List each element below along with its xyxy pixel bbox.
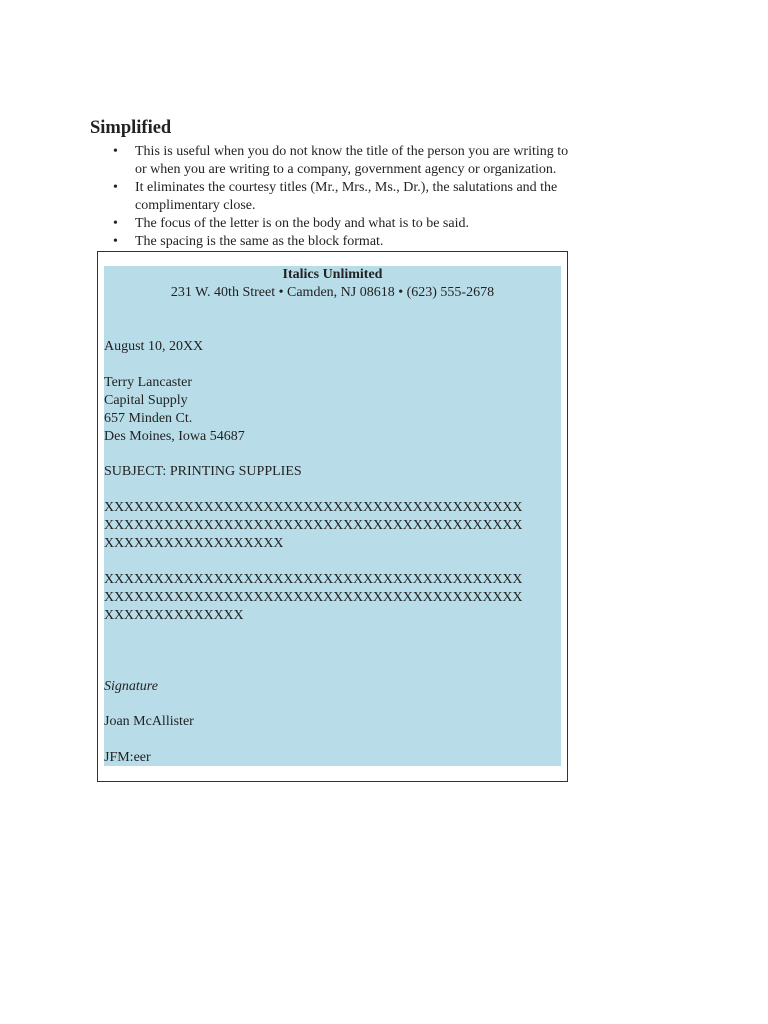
letter-date: August 10, 20XX (104, 339, 204, 354)
bullet-text: or when you are writing to a company, government agency or organization. (135, 162, 557, 177)
signature: Signature (104, 679, 158, 694)
bullet-text: This is useful when you do not know the title of the person you are writing to (135, 144, 569, 159)
recipient-street: 657 Minden Ct. (104, 411, 193, 426)
letterhead-company: Italics Unlimited (282, 267, 383, 282)
bullet-item (110, 143, 610, 179)
body-paragraph-2-line: XXXXXXXXXXXXXXXXXXXXXXXXXXXXXXXXXXXXXXXXXX (104, 590, 523, 605)
letter-subject: SUBJECT: PRINTING SUPPLIES (104, 464, 302, 479)
body-paragraph-1-line: XXXXXXXXXXXXXXXXXX (104, 536, 284, 551)
bullet-text: The spacing is the same as the block format. (135, 234, 384, 249)
body-paragraph-2-line: XXXXXXXXXXXXXX (104, 608, 244, 623)
sample-letter-frame (97, 251, 568, 782)
letterhead-address: 231 W. 40th Street • Camden, NJ 08618 • (623) 555-2678 (170, 285, 495, 300)
bullet-item (110, 179, 610, 215)
body-paragraph-1-line: XXXXXXXXXXXXXXXXXXXXXXXXXXXXXXXXXXXXXXXXXX (104, 500, 523, 515)
bullet-list (110, 143, 610, 251)
reference-initials: JFM:eer (104, 750, 151, 765)
section-title: Simplified (90, 118, 172, 138)
body-paragraph-1-line: XXXXXXXXXXXXXXXXXXXXXXXXXXXXXXXXXXXXXXXXXX (104, 518, 523, 533)
sample-letter (104, 266, 561, 766)
bullet-item (110, 215, 610, 233)
recipient-name: Terry Lancaster (104, 375, 193, 390)
bullet-item (110, 233, 610, 251)
bullet-text: complimentary close. (135, 198, 256, 213)
bullet-text: The focus of the letter is on the body and what is to be said. (135, 216, 469, 231)
body-paragraph-2-line: XXXXXXXXXXXXXXXXXXXXXXXXXXXXXXXXXXXXXXXXXX (104, 572, 523, 587)
recipient-city: Des Moines, Iowa 54687 (104, 429, 245, 444)
signer-name: Joan McAllister (104, 714, 194, 729)
recipient-company: Capital Supply (104, 393, 188, 408)
bullet-text: It eliminates the courtesy titles (Mr., Mrs., Ms., Dr.), the salutations and the (135, 180, 558, 195)
